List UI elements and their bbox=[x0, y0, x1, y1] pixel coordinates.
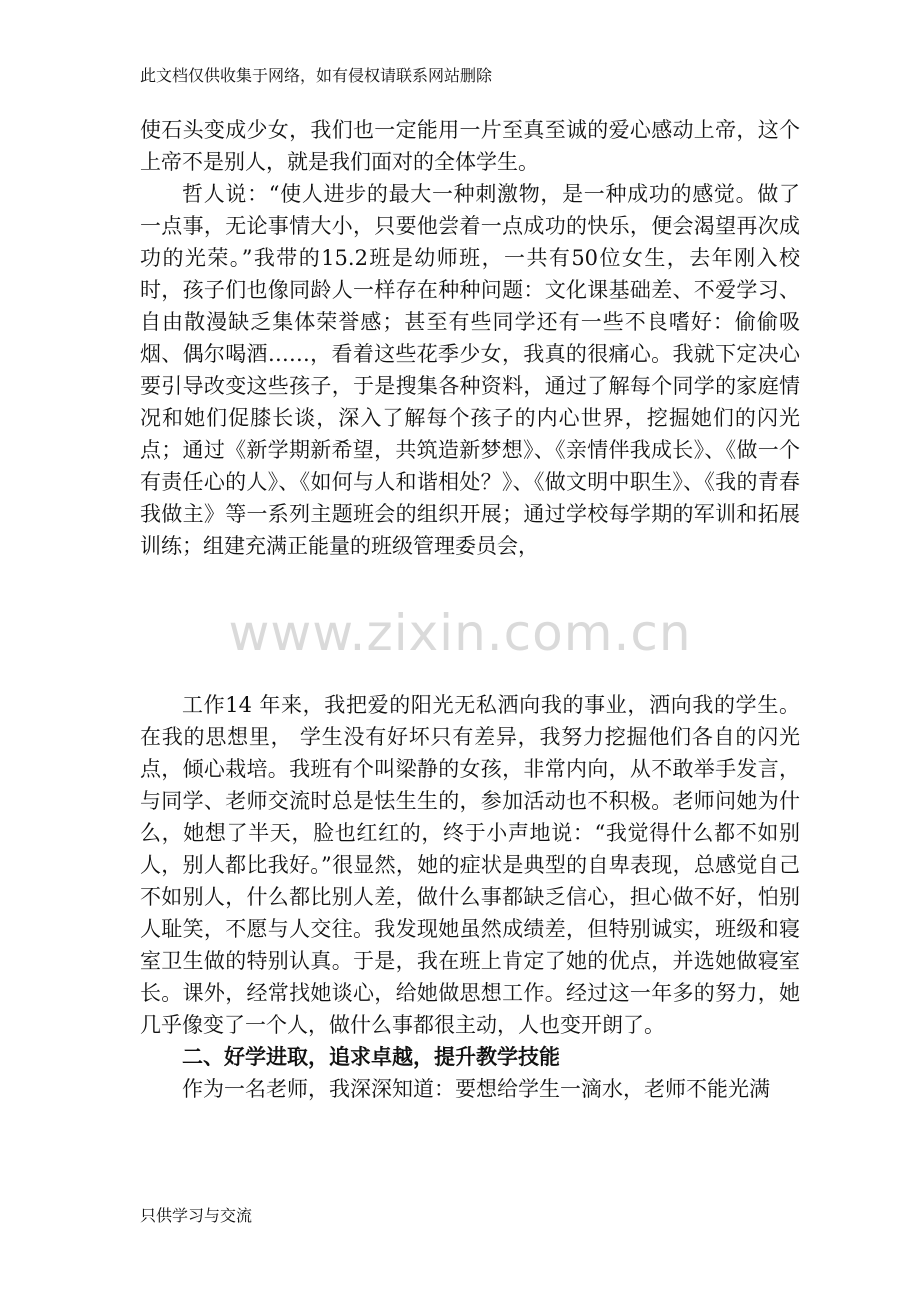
watermark: www.zixin.com.cn bbox=[228, 604, 692, 662]
document-body-bottom bbox=[140, 689, 800, 1105]
paragraph-3: 工作14 年来，我把爱的阳光无私洒向我的事业，洒向我的学生。在我的思想里， 学生没有好坏只有差异，我努力挖掘他们各自的闪光点，倾心栽培。我班有个叫梁静的女孩，非常内向，从不敢举手发言，与同学、老师交流时总是怯生生的，参加活动也不积极。老师问她为什么，她想了半天，脸也红红的，终于小声地说：“我觉得什么都不如别人，别人都比我好。”很显然，她的症状是典型的自卑表现，总感觉自己不如别人，什么都比别人差，做什么事都缺乏信心，担心做不好，怕别人耻笑，不愿与人交往。我发现她虽然成绩差，但特别诚实，班级和寝室卫生做的特别认真。于是，我在班上肯定了她的优点，并选她做寝室长。课外，经常找她谈心，给她做思想工作。经过这一年多的努力，她几乎像变了一个人，做什么事都很主动，人也变开朗了。 bbox=[140, 693, 800, 1037]
paragraph-4: 作为一名老师，我深深知道：要想给学生一滴水，老师不能光满 bbox=[182, 1077, 770, 1101]
paragraph-2: 哲人说：“使人进步的最大一种刺激物，是一种成功的感觉。做了一点事，无论事情大小，只要他尝着一点成功的快乐，便会渴望再次成功的光荣。”我带的15.2班是幼师班，一共有50位女生，去年刚入校时，孩子们也像同龄人一样存在种种问题：文化课基础差、不爱学习、自由散漫缺乏集体荣誉感；甚至有些同学还有一些不良嗜好：偷偷吸烟、偶尔喝酒……，看着这些花季少女，我真的很痛心。我就下定决心要引导改变这些孩子，于是搜集各种资料，通过了解每个同学的家庭情况和她们促膝长谈，深入了解每个孩子的内心世界，挖掘她们的闪光点；通过《新学期新希望，共筑造新梦想》、《亲情伴我成长》、《做一个有责任心的人》、《如何与人和谐相处？》、《做文明中职生》、《我的青春我做主》等一系列主题班会的组织开展；通过学校每学期的军训和拓展训练；组建充满正能量的班级管理委员会， bbox=[140, 182, 800, 558]
header-note: 此文档仅供收集于网络，如有侵权请联系网站删除 bbox=[140, 66, 493, 85]
footer-note: 只供学习与交流 bbox=[140, 1206, 253, 1225]
paragraph-1: 使石头变成少女，我们也一定能用一片至真至诚的爱心感动上帝，这个上帝不是别人，就是我们面对的全体学生。 bbox=[140, 118, 800, 174]
section-heading: 二、好学进取，追求卓越，提升教学技能 bbox=[182, 1045, 560, 1069]
document-body-top bbox=[140, 114, 800, 562]
